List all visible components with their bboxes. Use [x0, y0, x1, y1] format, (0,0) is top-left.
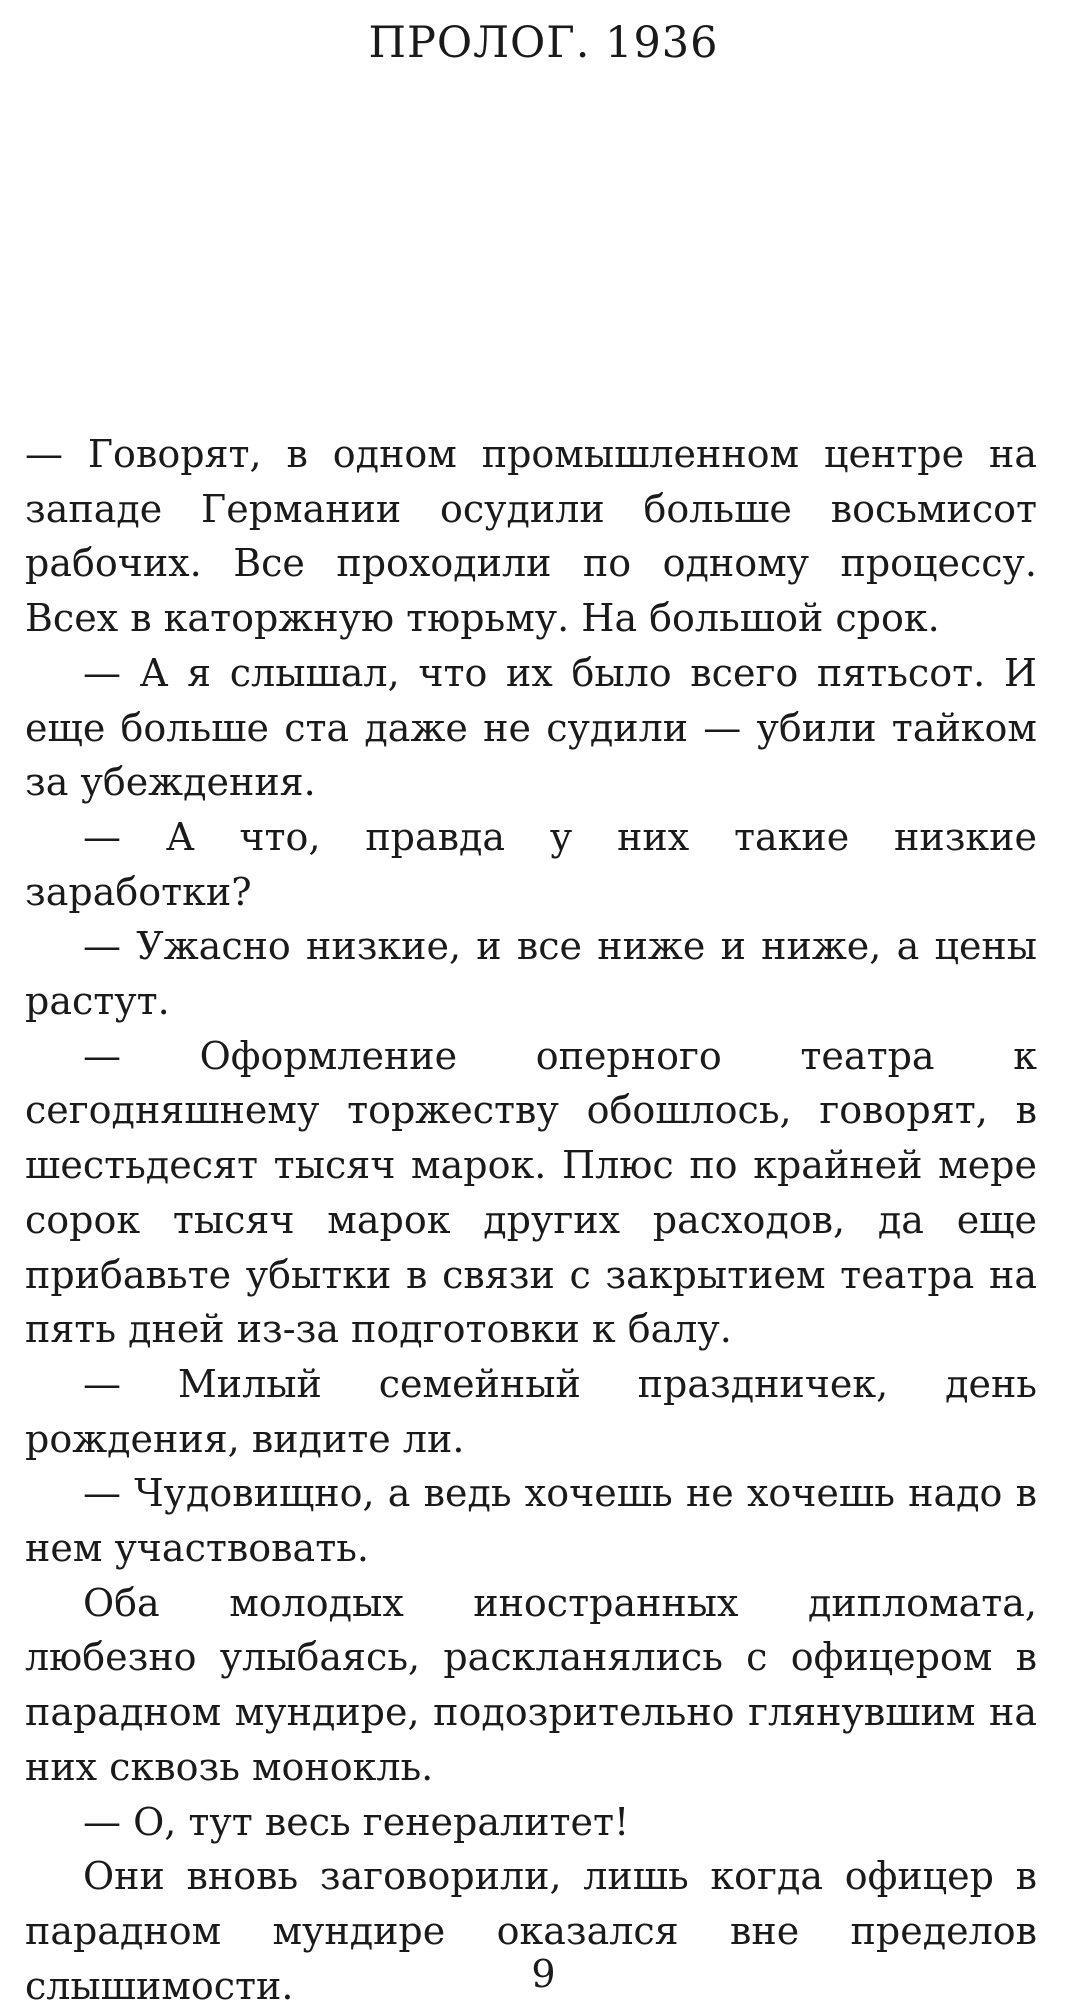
paragraph: Оба молодых иностранных дипломата, любезно улыбаясь, раскланялись с офицером в парадном мундире, подозрительно глянувшим на них сквозь монокль.	[25, 1580, 1037, 1789]
paragraph: — Милый семейный праздничек, день рождения, видите ли.	[25, 1361, 1037, 1461]
paragraph: — Ужасно низкие, и все ниже и ниже, а цены растут.	[25, 924, 1037, 1024]
paragraph: — О, тут весь генералитет!	[83, 1799, 630, 1844]
paragraph: — Оформление оперного театра к сегодняшнему торжеству обошлось, говорят, в шестьдесят тысяч марок. Плюс по крайней мере сорок тысяч марок других расходов, да еще прибавьте убытки в связи с закрытием театра на пять дней из-за подготовки к балу.	[25, 1033, 1037, 1352]
paragraph: — Говорят, в одном промышленном центре на западе Германии осудили больше восьмисот рабочих. Все проходили по одному процессу. Всех в каторжную тюрьму. На большой срок.	[25, 432, 1037, 641]
paragraph: — А я слышал, что их было всего пятьсот. И еще больше ста даже не судили — убили тайком за убеждения.	[25, 650, 1037, 805]
running-header: ПРОЛОГ. 1936	[368, 18, 719, 68]
paragraph: Они вновь заговорили, лишь когда офицер в парадном мундире оказался вне пределов слышимости.	[25, 1854, 1037, 2008]
paragraph: — Чудовищно, а ведь хочешь не хочешь надо в нем участвовать.	[25, 1471, 1037, 1571]
body-text	[25, 427, 1037, 2013]
paragraph: — А что, правда у них такие низкие заработки?	[25, 814, 1037, 914]
page-number: 9	[531, 1952, 556, 1996]
